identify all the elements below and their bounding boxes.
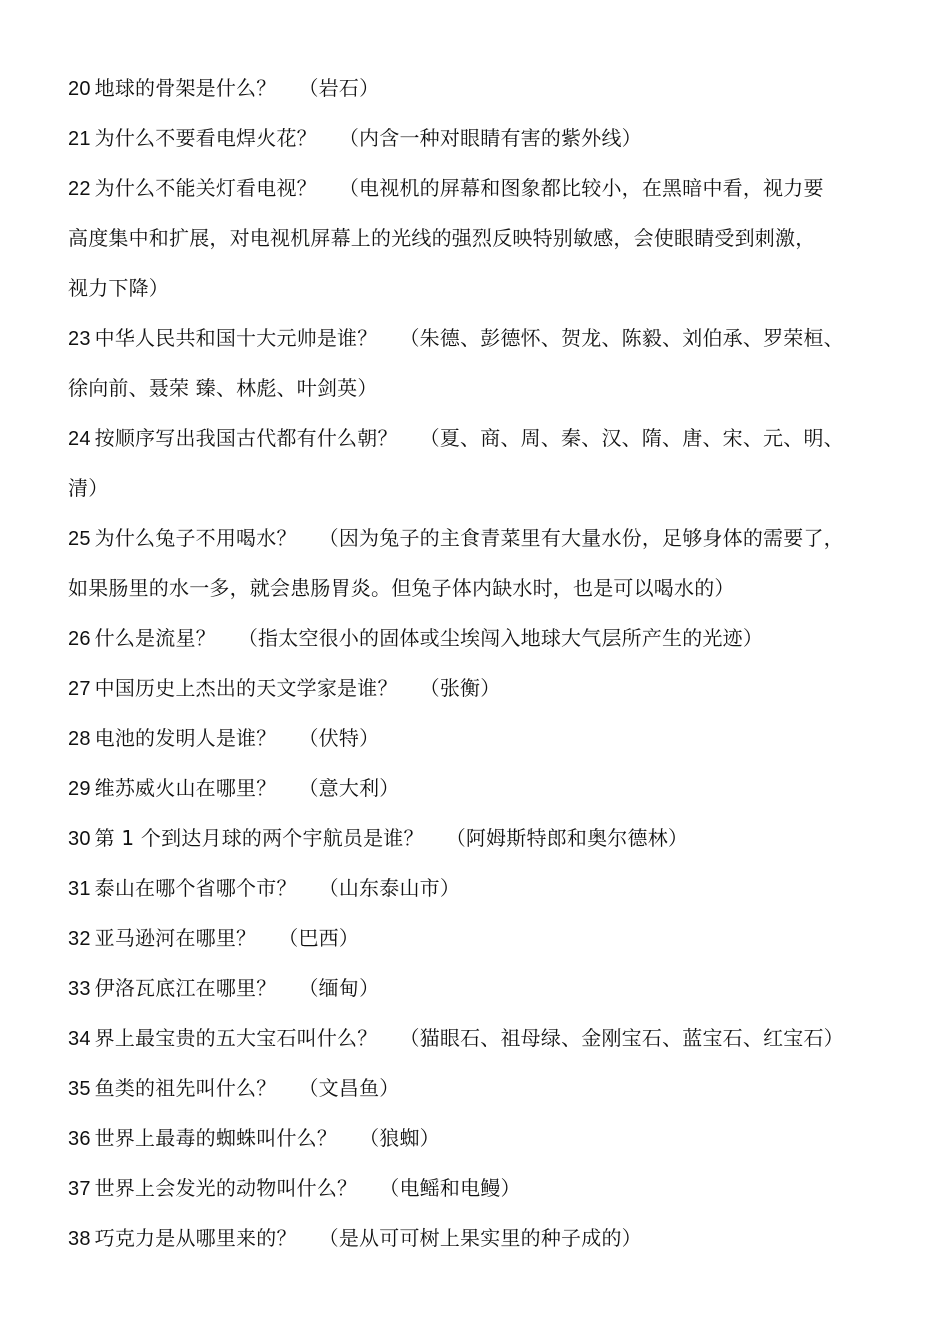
answer-continuation-text: 清）: [68, 476, 109, 500]
question-text: 按顺序写出我国古代都有什么朝？: [94, 426, 398, 450]
question-text: 第 1 个到达月球的两个宇航员是谁？: [94, 826, 424, 850]
question-line: [68, 1166, 888, 1216]
question-number: 20: [68, 78, 91, 100]
answer-text: （是从可可树上果实里的种子成的）: [318, 1226, 642, 1250]
answer-text: （阿姆斯特郎和奥尔德林）: [445, 826, 689, 850]
answer-text: （电视机的屏幕和图象都比较小，在黑暗中看，视力要: [338, 176, 824, 200]
answer-text: （文昌鱼）: [298, 1076, 400, 1100]
question-line: [68, 116, 888, 166]
question-number: 26: [68, 628, 91, 650]
question-line: [68, 916, 888, 966]
question-text: 电池的发明人是谁？: [94, 726, 277, 750]
continuation-line: [68, 366, 888, 416]
question-number: 24: [68, 428, 91, 450]
question-text: 维苏威火山在哪里？: [94, 776, 277, 800]
question-text: 巧克力是从哪里来的？: [94, 1226, 297, 1250]
continuation-line: [68, 466, 888, 516]
question-line: [68, 716, 888, 766]
question-number: 36: [68, 1128, 91, 1150]
question-line: [68, 1066, 888, 1116]
question-number: 25: [68, 528, 91, 550]
answer-text: （张衡）: [419, 676, 501, 700]
answer-text: （意大利）: [298, 776, 400, 800]
question-text: 中国历史上杰出的天文学家是谁？: [94, 676, 398, 700]
question-line: [68, 166, 888, 216]
question-text: 世界上会发光的动物叫什么？: [94, 1176, 358, 1200]
question-number: 21: [68, 128, 91, 150]
question-text: 亚马逊河在哪里？: [94, 926, 257, 950]
question-number: 32: [68, 928, 91, 950]
answer-continuation-text: 徐向前、聂荣 臻、林彪、叶剑英）: [68, 376, 378, 400]
question-line: [68, 316, 888, 366]
answer-text: （夏、商、周、秦、汉、隋、唐、宋、元、明、: [419, 426, 844, 450]
question-text: 什么是流星？: [94, 626, 216, 650]
question-number: 33: [68, 978, 91, 1000]
answer-text: （伏特）: [298, 726, 380, 750]
question-line: [68, 766, 888, 816]
answer-text: （因为兔子的主食青菜里有大量水份，足够身体的需要了，: [318, 526, 844, 550]
continuation-line: [68, 216, 888, 266]
question-number: 34: [68, 1028, 91, 1050]
question-line: [68, 966, 888, 1016]
question-text: 界上最宝贵的五大宝石叫什么？: [94, 1026, 378, 1050]
question-number: 28: [68, 728, 91, 750]
question-text: 为什么不要看电焊火花？: [94, 126, 317, 150]
question-line: [68, 1116, 888, 1166]
answer-text: （巴西）: [278, 926, 360, 950]
answer-text: （缅甸）: [298, 976, 380, 1000]
question-line: [68, 616, 888, 666]
answer-text: （狼蜘）: [359, 1126, 440, 1150]
question-line: [68, 866, 888, 916]
question-text: 鱼类的祖先叫什么？: [94, 1076, 277, 1100]
continuation-line: [68, 566, 888, 616]
answer-text: （指太空很小的固体或尘埃闯入地球大气层所产生的光迹）: [237, 626, 764, 650]
question-number: 27: [68, 678, 91, 700]
answer-text: （山东泰山市）: [318, 876, 461, 900]
question-text: 为什么兔子不用喝水？: [94, 526, 297, 550]
continuation-line: [68, 266, 888, 316]
question-text: 伊洛瓦底江在哪里？: [94, 976, 277, 1000]
question-text: 地球的骨架是什么？: [94, 76, 277, 100]
question-number: 35: [68, 1078, 91, 1100]
answer-text: （岩石）: [298, 76, 380, 100]
question-number: 37: [68, 1178, 91, 1200]
question-line: [68, 516, 888, 566]
question-number: 29: [68, 778, 91, 800]
question-text: 中华人民共和国十大元帅是谁？: [94, 326, 378, 350]
answer-continuation-text: 高度集中和扩展，对电视机屏幕上的光线的强烈反映特别敏感，会使眼睛受到刺激，: [68, 226, 816, 250]
answer-text: （猫眼石、祖母绿、金刚宝石、蓝宝石、红宝石）: [399, 1026, 844, 1050]
question-line: [68, 666, 888, 716]
question-number: 31: [68, 878, 91, 900]
answer-text: （朱德、彭德怀、贺龙、陈毅、刘伯承、罗荣桓、: [399, 326, 844, 350]
question-line: [68, 416, 888, 466]
answer-continuation-text: 视力下降）: [68, 276, 169, 300]
question-line: [68, 816, 888, 866]
answer-text: （电鳐和电鳗）: [379, 1176, 521, 1200]
answer-continuation-text: 如果肠里的水一多，就会患肠胃炎。但兔子体内缺水时，也是可以喝水的）: [68, 576, 735, 600]
question-number: 30: [68, 828, 91, 850]
question-number: 22: [68, 178, 91, 200]
qa-list: [68, 66, 888, 1266]
question-line: [68, 66, 888, 116]
question-text: 为什么不能关灯看电视？: [94, 176, 317, 200]
question-number: 38: [68, 1228, 91, 1250]
answer-text: （内含一种对眼睛有害的紫外线）: [338, 126, 642, 150]
question-text: 泰山在哪个省哪个市？: [94, 876, 297, 900]
question-number: 23: [68, 328, 91, 350]
question-line: [68, 1216, 888, 1266]
question-line: [68, 1016, 888, 1066]
question-text: 世界上最毒的蜘蛛叫什么？: [94, 1126, 338, 1150]
